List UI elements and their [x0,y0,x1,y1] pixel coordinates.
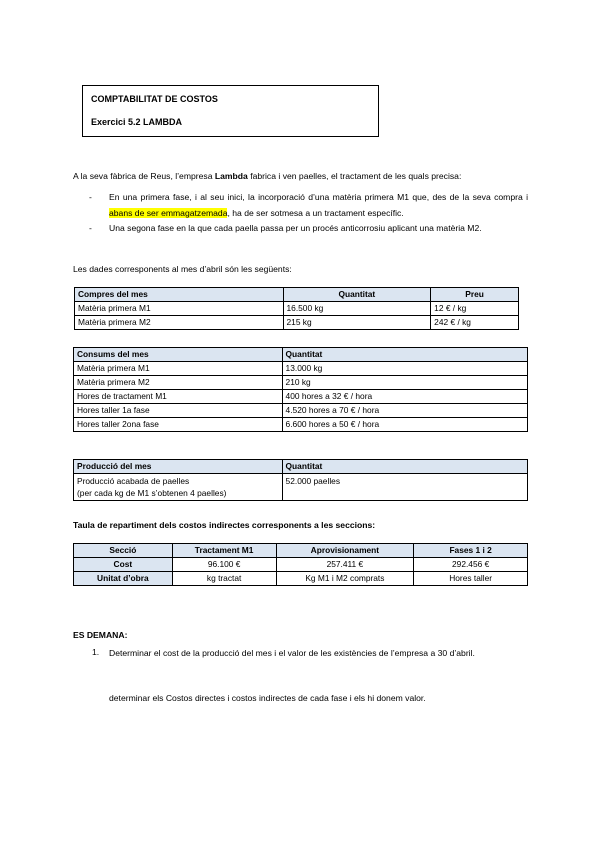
bullet-1-text: En una primera fase, i al seu inici, la incorporació d’una matèria primera M1 que, des de la seva compra i [109,192,528,202]
table-header: Quantitat [282,460,527,474]
document-title: COMPTABILITAT DE COSTOS [91,94,218,104]
table-header: Quantitat [282,348,527,362]
table-cell: Matèria primera M1 [75,302,284,316]
table-row [74,390,528,404]
title-box [82,85,379,137]
table-header: Aprovisionament [276,544,414,558]
table-cell: Hores taller 1a fase [74,404,283,418]
allocation-title: Taula de repartiment dels costos indirectes corresponents a les seccions: [73,520,376,530]
table-row [75,316,519,330]
table-header-row [74,348,528,362]
table-cell: 16.500 kg [283,302,431,316]
table-cell: 6.600 hores a 50 € / hora [282,418,527,432]
bullet-dash: - [89,223,92,233]
table-cell [74,474,283,501]
table-cell: 4.520 hores a 70 € / hora [282,404,527,418]
data-intro: Les dades corresponents al mes d’abril són les següents: [73,264,292,274]
row-header: Cost [74,558,173,572]
question-text: Determinar el cost de la producció del mes i el valor de les existències de l’empresa a 30 d’abril. [109,648,475,658]
table-header: Fases 1 i 2 [414,544,528,558]
bullet-dash: - [89,192,92,202]
production-label-line-2: (per cada kg de M1 s’obtenen 4 paelles) [77,488,227,498]
table-cell: 257.411 € [276,558,414,572]
intro-pre: A la seva fàbrica de Reus, l’empresa [73,171,215,181]
question-number: 1. [92,647,100,657]
table-header: Preu [431,288,519,302]
table-row [75,302,519,316]
table-header: Quantitat [283,288,431,302]
table-row [74,572,528,586]
bullet-2-text: Una segona fase en la que cada paella passa per un procés anticorrosiu aplicant una matèria M2. [109,223,482,233]
intro-post: fabrica i ven paelles, el tractament de les quals precisa: [247,171,462,181]
bullet-item-2 [89,221,528,237]
table-header: Tractament M1 [172,544,276,558]
table-row [74,418,528,432]
table-header: Consums del mes [74,348,283,362]
table-cell: Hores taller 2ona fase [74,418,283,432]
question-note: determinar els Costos directes i costos indirectes de cada fase i els hi donem valor. [109,693,426,703]
table-cell: 242 € / kg [431,316,519,330]
table-cell: 96.100 € [172,558,276,572]
table-cell: Hores taller [414,572,528,586]
production-label-line-1: Producció acabada de paelles [77,476,190,486]
table-header-row [74,544,528,558]
table-header: Compres del mes [75,288,284,302]
highlighted-text: abans de ser emmagatzemada [109,207,228,218]
table-cell: 400 hores a 32 € / hora [282,390,527,404]
table-cell: Kg M1 i M2 comprats [276,572,414,586]
table-cell: Hores de tractament M1 [74,390,283,404]
table-header-row [75,288,519,302]
table-cell: 210 kg [282,376,527,390]
table-row [74,558,528,572]
table-cell: 13.000 kg [282,362,527,376]
table-cell: Matèria primera M1 [74,362,283,376]
bullet-list [89,190,528,237]
bullet-1-text-end: , ha de ser sotmesa a un tractament específic. [227,207,404,218]
table-header: Secció [74,544,173,558]
table-header: Producció del mes [74,460,283,474]
table-header-row [74,460,528,474]
production-table [73,459,528,501]
row-header: Unitat d’obra [74,572,173,586]
question-heading: ES DEMANA: [73,630,128,640]
company-name: Lambda [214,171,248,181]
table-row [74,376,528,390]
table-cell: 292.456 € [414,558,528,572]
table-row [74,362,528,376]
purchases-table [74,287,519,330]
table-cell: 12 € / kg [431,302,519,316]
intro-paragraph [73,171,528,182]
table-cell: Matèria primera M2 [74,376,283,390]
bullet-item-1 [89,190,528,221]
table-cell: 52.000 paelles [282,474,527,501]
table-row [74,404,528,418]
table-cell: Matèria primera M2 [75,316,284,330]
exercise-title: Exercici 5.2 LAMBDA [91,117,183,127]
table-cell: kg tractat [172,572,276,586]
table-row [74,474,528,501]
table-cell: 215 kg [283,316,431,330]
consumption-table [73,347,528,432]
allocation-table [73,543,528,586]
